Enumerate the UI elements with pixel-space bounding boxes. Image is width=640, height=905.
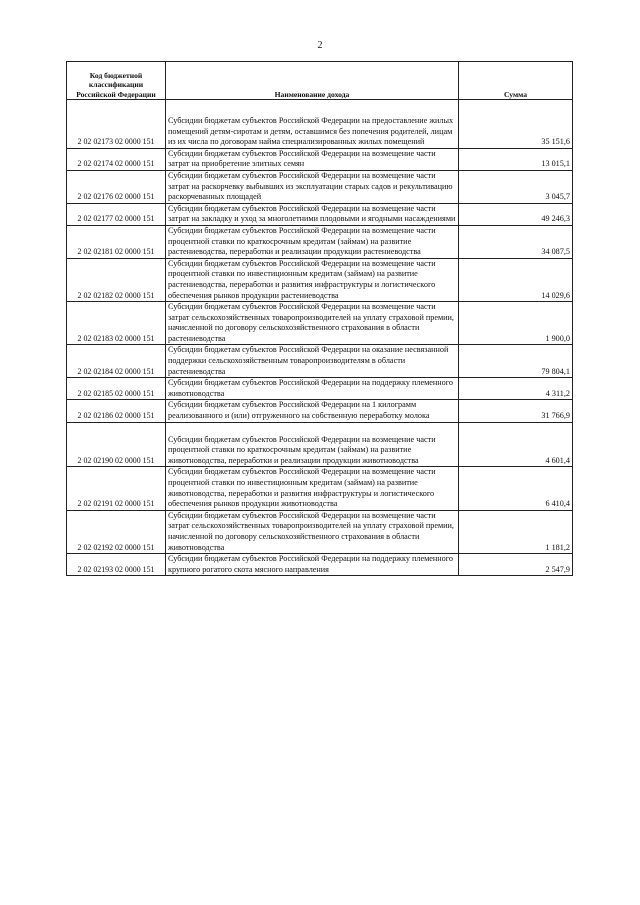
- row-name: Субсидии бюджетам субъектов Российской Федерации на возмещение части затрат на закладку и уход за многолетними плодовыми и ягодными насаждениями: [166, 203, 459, 225]
- row-sum: 4 311,2: [459, 378, 573, 400]
- table-row: [67, 170, 573, 203]
- table-row: [67, 258, 573, 301]
- row-name: Субсидии бюджетам субъектов Российской Федерации на поддержку племенного крупного рогатого скота мясного направления: [166, 554, 459, 576]
- row-sum: 35 151,6: [459, 100, 573, 149]
- row-name: Субсидии бюджетам субъектов Российской Федерации на 1 килограмм реализованного и (или) отгруженного на собственную переработку молока: [166, 400, 459, 422]
- row-sum: 2 547,9: [459, 554, 573, 576]
- header-code: Код бюджетной классификации Российской Федерации: [67, 62, 166, 100]
- row-name: Субсидии бюджетам субъектов Российской Федерации на возмещение части затрат сельскохозяйственных товаропроизводителей на уплату страховой премии, начисленной по договору сельскохозяйственного страхования в области растениеводства: [166, 302, 459, 345]
- row-sum: 1 900,0: [459, 302, 573, 345]
- row-code: 2 02 02184 02 0000 151: [67, 345, 166, 378]
- row-code: 2 02 02182 02 0000 151: [67, 258, 166, 301]
- table-row: [67, 510, 573, 553]
- row-sum: 3 045,7: [459, 170, 573, 203]
- row-code: 2 02 02185 02 0000 151: [67, 378, 166, 400]
- table-row: [67, 422, 573, 467]
- revenue-table: [66, 61, 573, 576]
- row-name: Субсидии бюджетам субъектов Российской Федерации на возмещение части затрат на приобретение элитных семян: [166, 148, 459, 170]
- table-row: [67, 225, 573, 258]
- row-code: 2 02 02190 02 0000 151: [67, 422, 166, 467]
- row-sum: 31 766,9: [459, 400, 573, 422]
- row-sum: 6 410,4: [459, 467, 573, 510]
- row-sum: 49 246,3: [459, 203, 573, 225]
- row-sum: 34 087,5: [459, 225, 573, 258]
- row-name: Субсидии бюджетам субъектов Российской Федерации на возмещение части затрат на раскорчевку выбывших из эксплуатации старых садов и рекультивацию раскорчеванных площадей: [166, 170, 459, 203]
- row-name: Субсидии бюджетам субъектов Российской Федерации на возмещение части процентной ставки по краткосрочным кредитам (займам) на развитие животноводства, переработки и реализации продукции животноводства: [166, 422, 459, 467]
- table-row: [67, 554, 573, 576]
- row-sum: 14 029,6: [459, 258, 573, 301]
- table-row: [67, 203, 573, 225]
- table-row: [67, 400, 573, 422]
- row-name: Субсидии бюджетам субъектов Российской Федерации на возмещение части процентной ставки по краткосрочным кредитам (займам) на развитие растениеводства, переработки и реализации продукции растениеводства: [166, 225, 459, 258]
- header-sum: Сумма: [459, 62, 573, 100]
- row-sum: 13 015,1: [459, 148, 573, 170]
- row-code: 2 02 02173 02 0000 151: [67, 100, 166, 149]
- row-sum: 1 181,2: [459, 510, 573, 553]
- row-name: Субсидии бюджетам субъектов Российской Федерации на поддержку племенного животноводства: [166, 378, 459, 400]
- table-row: [67, 345, 573, 378]
- row-name: Субсидии бюджетам субъектов Российской Федерации на возмещение части процентной ставки по инвестиционным кредитам (займам) на развитие животноводства, переработки и развития инфраструктуры и логистического обеспечения рынков продукции животноводства: [166, 467, 459, 510]
- row-name: Субсидии бюджетам субъектов Российской Федерации на возмещение части затрат сельскохозяйственных товаропроизводителей на уплату страховой премии, начисленной по договору сельскохозяйственного страхования в области животноводства: [166, 510, 459, 553]
- table-row: [67, 302, 573, 345]
- row-code: 2 02 02192 02 0000 151: [67, 510, 166, 553]
- page-number: 2: [317, 40, 323, 51]
- row-code: 2 02 02183 02 0000 151: [67, 302, 166, 345]
- row-name: Субсидии бюджетам субъектов Российской Федерации на оказание несвязанной поддержки сельскохозяйственным товаропроизводителям в области растениеводства: [166, 345, 459, 378]
- row-sum: 4 601,4: [459, 422, 573, 467]
- table-row: [67, 467, 573, 510]
- row-code: 2 02 02177 02 0000 151: [67, 203, 166, 225]
- row-code: 2 02 02176 02 0000 151: [67, 170, 166, 203]
- row-name: Субсидии бюджетам субъектов Российской Федерации на возмещение части процентной ставки по инвестиционным кредитам (займам) на развитие растениеводства, переработки и развития инфраструктуры и логистического обеспечения рынков продукции растениеводства: [166, 258, 459, 301]
- row-code: 2 02 02191 02 0000 151: [67, 467, 166, 510]
- table-row: [67, 100, 573, 149]
- row-sum: 79 804,1: [459, 345, 573, 378]
- row-code: 2 02 02174 02 0000 151: [67, 148, 166, 170]
- table-row: [67, 148, 573, 170]
- row-code: 2 02 02186 02 0000 151: [67, 400, 166, 422]
- table-row: [67, 378, 573, 400]
- row-code: 2 02 02193 02 0000 151: [67, 554, 166, 576]
- row-name: Субсидии бюджетам субъектов Российской Федерации на предоставление жилых помещений детям-сиротам и детям, оставшимся без попечения родителей, лицам из их числа по договорам найма специализированных жилых помещений: [166, 100, 459, 149]
- row-code: 2 02 02181 02 0000 151: [67, 225, 166, 258]
- header-name: Наименование дохода: [166, 62, 459, 100]
- table-header-row: [67, 62, 573, 100]
